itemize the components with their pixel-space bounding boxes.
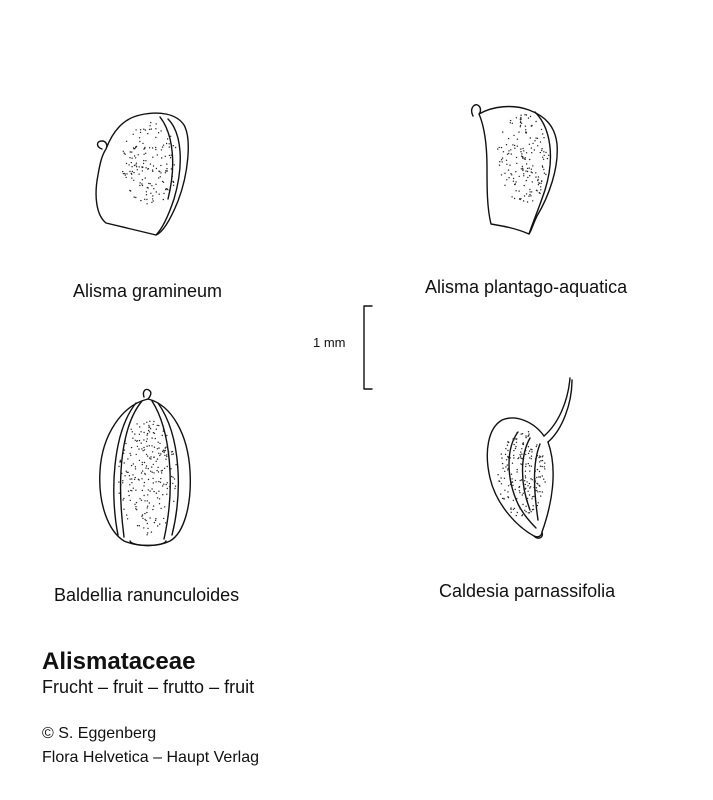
specimen-label-plantago: Alisma plantago-aquatica bbox=[425, 277, 628, 297]
baldellia-ranunculoides-fruit-drawing bbox=[92, 385, 204, 555]
specimen-label-gramineum: Alisma gramineum bbox=[73, 281, 223, 301]
author-credit: © S. Eggenberg bbox=[42, 725, 157, 742]
specimen-label-caldesia: Caldesia parnassifolia bbox=[439, 581, 616, 601]
fruit-subtitle: Frucht – fruit – frutto – fruit bbox=[42, 677, 255, 697]
scale-bar-label: 1 mm bbox=[313, 335, 346, 350]
alisma-gramineum-fruit-drawing bbox=[88, 105, 198, 240]
scale-bar bbox=[360, 304, 376, 392]
family-name: Alismataceae bbox=[42, 648, 196, 675]
publisher-credit: Flora Helvetica – Haupt Verlag bbox=[42, 749, 259, 766]
caldesia-parnassifolia-fruit-drawing bbox=[478, 374, 578, 540]
alisma-plantago-aquatica-fruit-drawing bbox=[465, 98, 565, 238]
specimen-label-baldellia: Baldellia ranunculoides bbox=[54, 585, 240, 605]
